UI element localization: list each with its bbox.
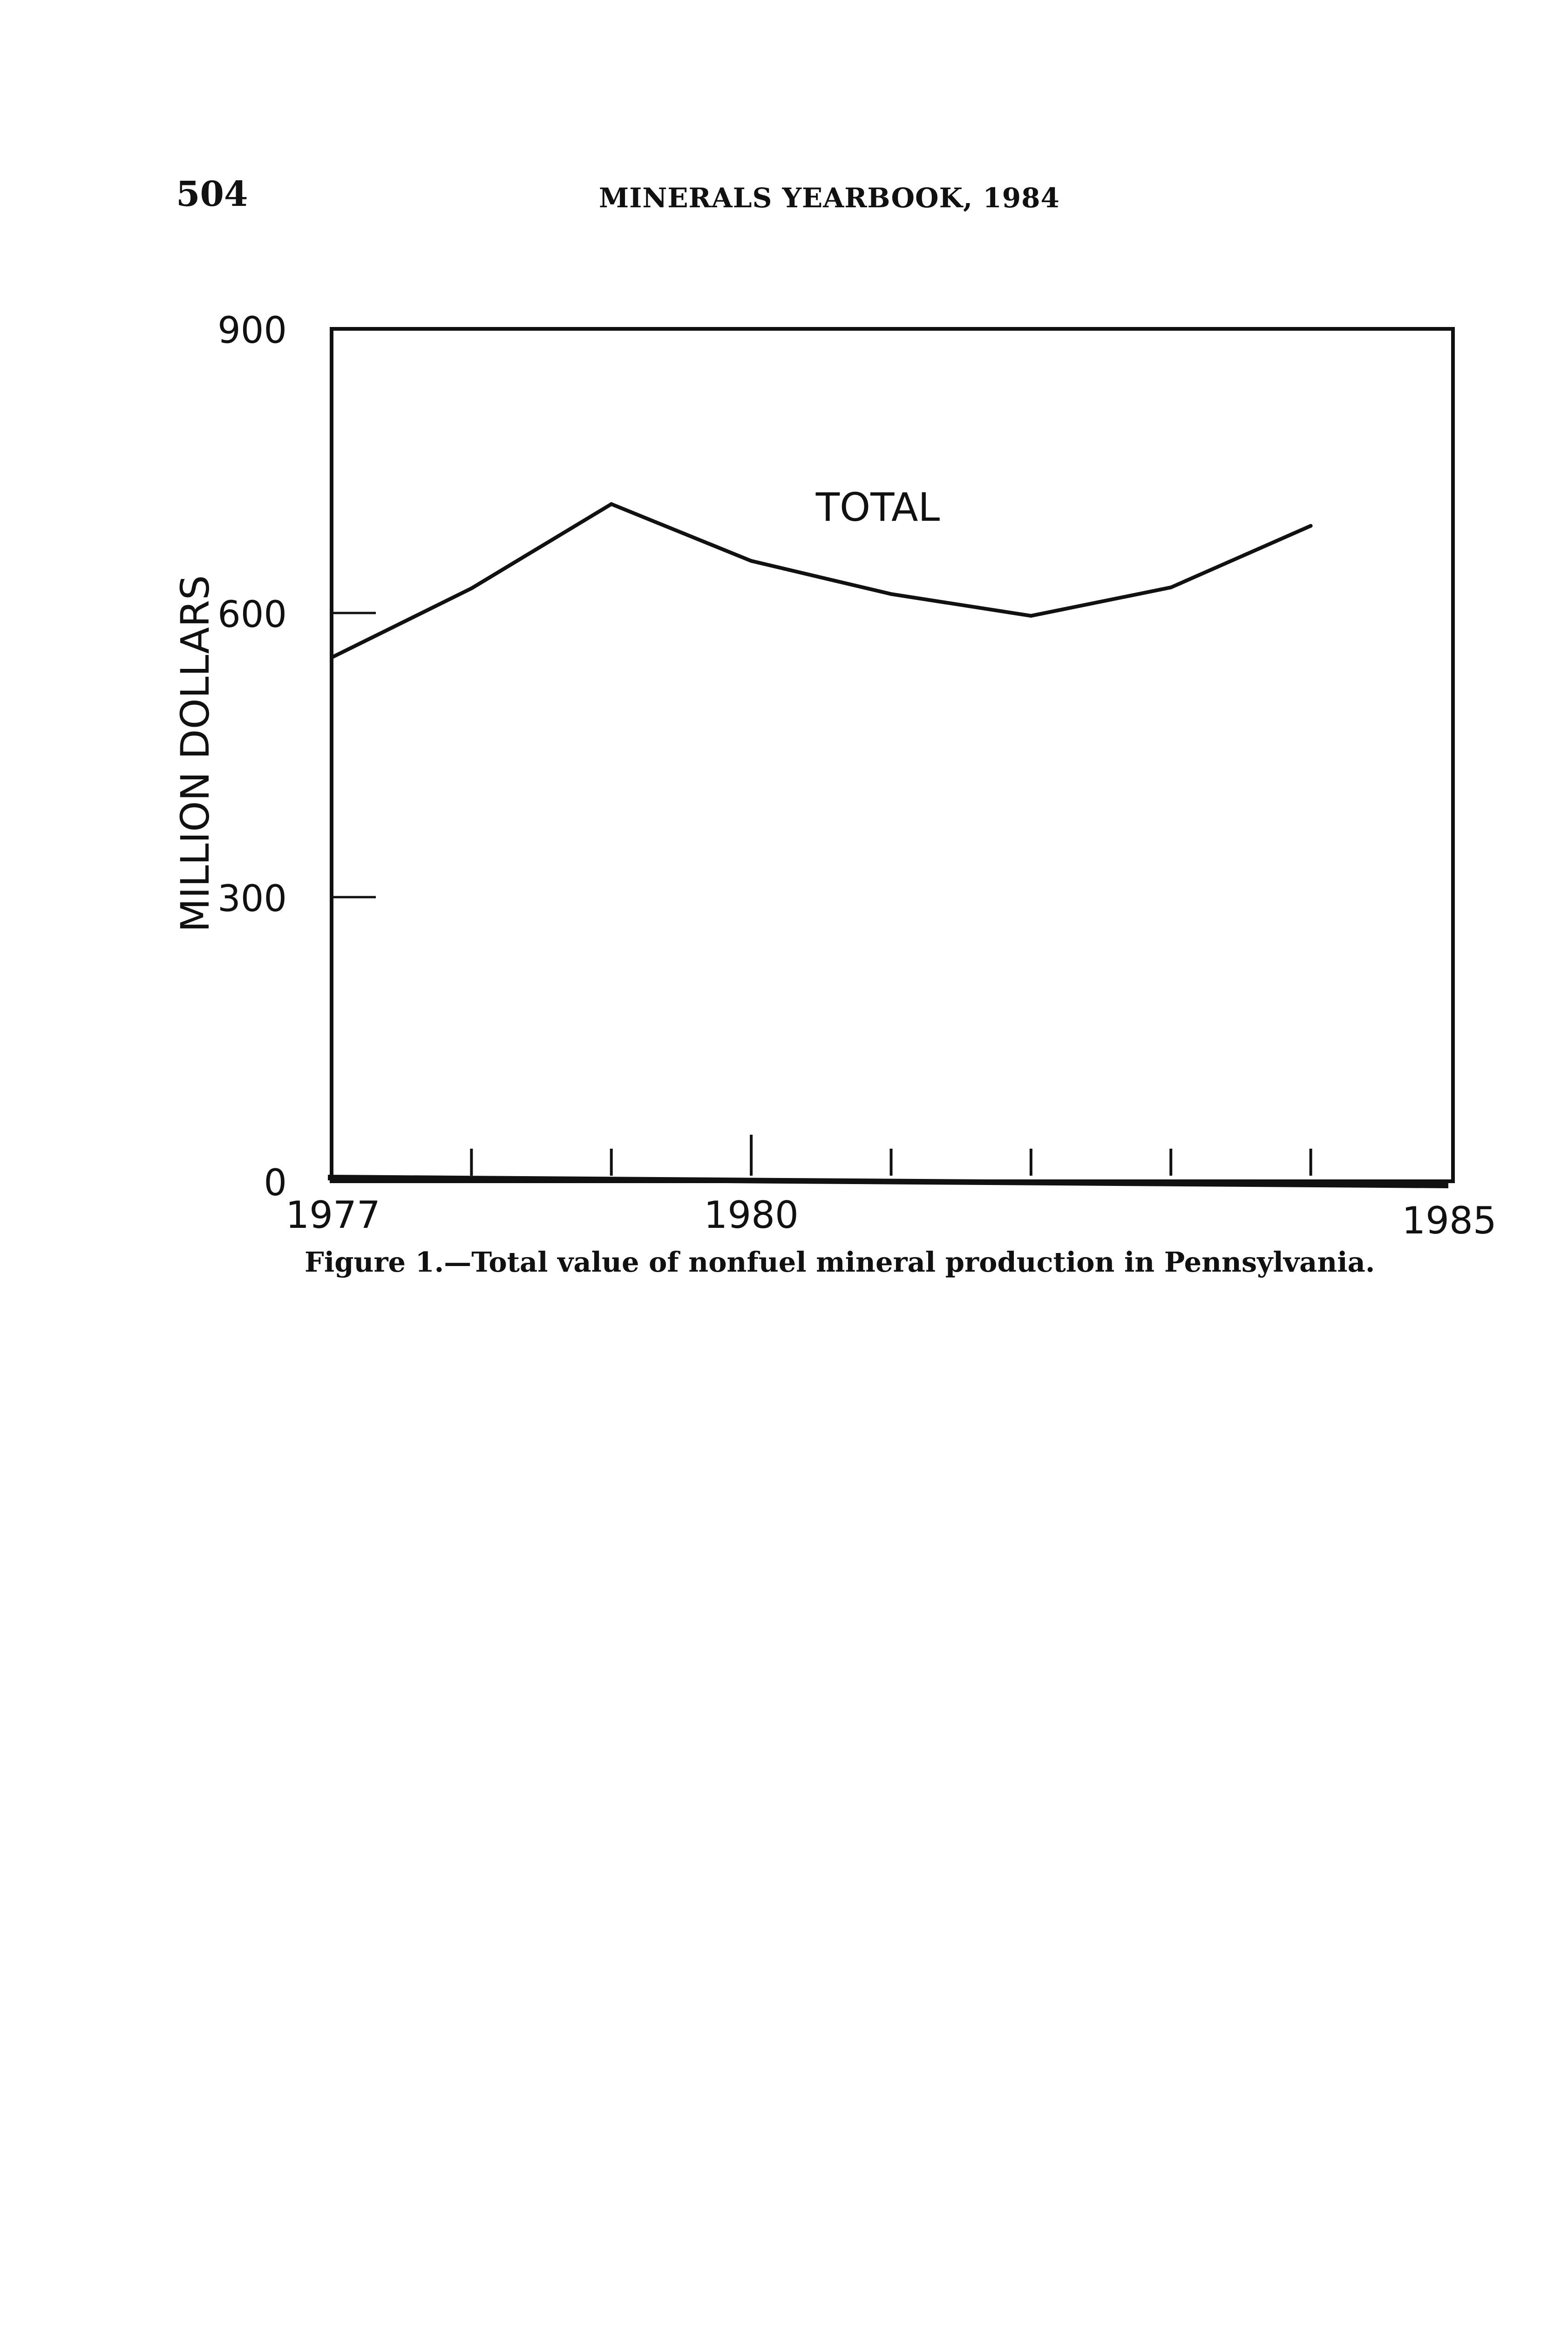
y-tick-label: 300: [217, 878, 287, 920]
series-label-total: TOTAL: [815, 484, 940, 530]
x-tick-label: 1980: [704, 1193, 799, 1237]
data-point: [889, 592, 893, 596]
x-axis-ticks: [471, 1135, 1310, 1176]
x-axis-baseline: [328, 1178, 1448, 1185]
data-point: [469, 586, 473, 590]
data-point: [610, 502, 613, 506]
y-tick-label: 0: [264, 1162, 287, 1204]
y-tick-label: 600: [217, 594, 287, 636]
plot-frame: [332, 329, 1453, 1181]
y-tick-label: 900: [217, 310, 287, 352]
x-tick-label: 1985: [1402, 1199, 1497, 1239]
running-head: MINERALS YEARBOOK, 1984: [599, 182, 1060, 214]
data-point: [1029, 614, 1033, 618]
y-axis-title: MILLION DOLLARS: [172, 575, 218, 933]
data-point: [330, 656, 333, 660]
data-point: [749, 559, 753, 563]
data-point: [1169, 586, 1173, 589]
figure-caption: Figure 1.—Total value of nonfuel mineral production in Pennsylvania.: [305, 1246, 1375, 1278]
x-tick-label: 1977: [285, 1193, 380, 1237]
y-axis-tick-labels: [217, 310, 287, 1204]
data-point: [1309, 524, 1313, 528]
page-number: 504: [176, 174, 248, 214]
x-axis-tick-labels: [285, 1193, 1497, 1239]
